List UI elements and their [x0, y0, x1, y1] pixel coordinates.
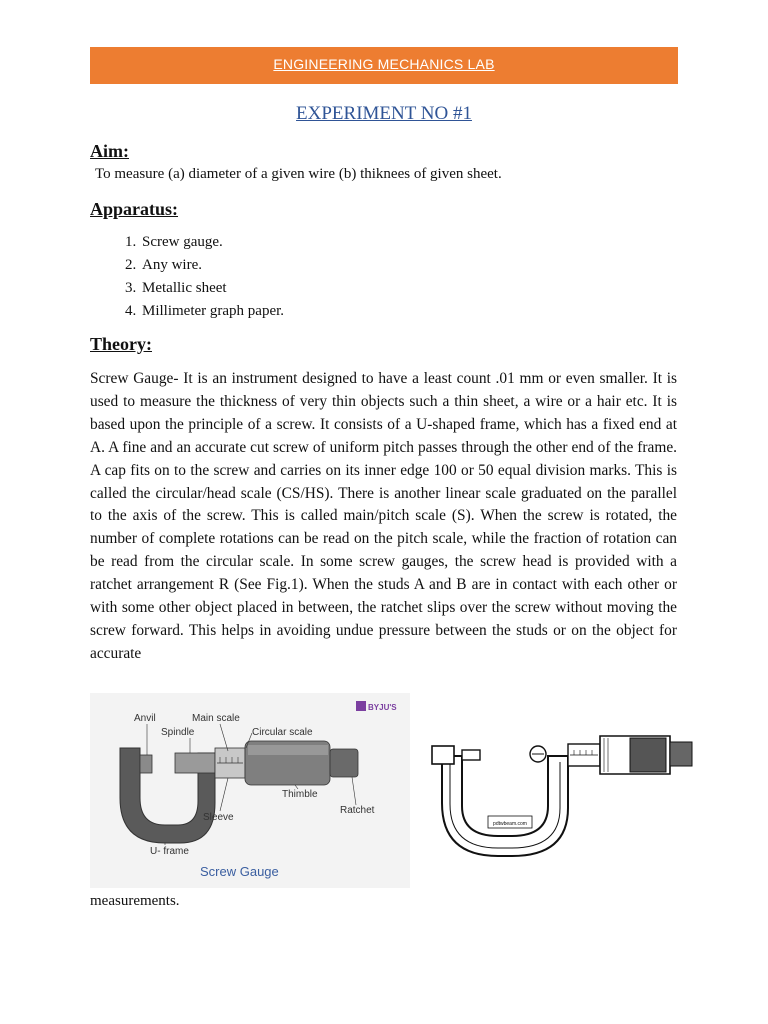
- theory-continuation: measurements.: [90, 893, 180, 909]
- header-banner: [90, 47, 678, 84]
- banner-title: ENGINEERING MECHANICS LAB: [273, 56, 495, 72]
- experiment-title: EXPERIMENT NO #1: [296, 103, 472, 124]
- screw-gauge-diagram: [90, 693, 410, 888]
- apparatus-item: 2. Any wire.: [140, 254, 284, 277]
- figures: [90, 693, 690, 888]
- label-circular-scale: Circular scale: [252, 727, 313, 738]
- label-ratchet: Ratchet: [340, 805, 375, 816]
- label-u-frame: U- frame: [150, 846, 189, 857]
- label-sleeve: Sleeve: [203, 812, 234, 823]
- label-main-scale: Main scale: [192, 713, 240, 724]
- label-anvil: Anvil: [134, 713, 156, 724]
- micrometer-drawing: [420, 728, 700, 878]
- theory-heading: Theory:: [90, 334, 152, 354]
- apparatus-heading: Apparatus:: [90, 199, 179, 219]
- brand-logo: BYJU'S: [368, 703, 397, 712]
- apparatus-item: 4. Millimeter graph paper.: [140, 300, 284, 323]
- label-thimble: Thimble: [282, 789, 318, 800]
- apparatus-list: [100, 231, 284, 323]
- apparatus-item: 1. Screw gauge.: [140, 231, 284, 254]
- label-spindle: Spindle: [161, 727, 195, 738]
- theory-text: Screw Gauge- It is an instrument designed to have a least count .01 mm or even smaller. It is used to measure the thickness of very thin objects such a thin sheet, a wire or a hair etc. It is based upon the principle of a screw. It consists of a U-shaped frame, which has a fixed end at A. A fine and an accurate cut screw of uniform pitch passes through the other end of the frame. A cap fits on to the screw and carries on its inner edge 100 or 50 equal division marks. This is called the circular/head scale (CS/HS). There is another linear scale graduated on the parallel to the axis of the screw. This is called main/pitch scale (S). When the screw is rotated, the number of complete rotations can be read on the pitch scale, while the fraction of rotation can be read from the circular scale. In some screw gauges, the screw head is provided with a ratchet arrangement R (See Fig.1). When the studs A and B are in contact with each other or with some other object placed in between, the ratchet slips over the screw without moving the screw forward. This helps in avoiding undue pressure between the studs or on the object for accurate: [90, 370, 677, 662]
- watermark: pdtwbeam.com: [493, 821, 527, 827]
- aim-text: To measure (a) diameter of a given wire (b) thiknees of given sheet.: [95, 166, 502, 182]
- apparatus-item: 3. Metallic sheet: [140, 277, 284, 300]
- aim-heading: Aim:: [90, 141, 129, 161]
- figure-caption: Screw Gauge: [200, 864, 279, 879]
